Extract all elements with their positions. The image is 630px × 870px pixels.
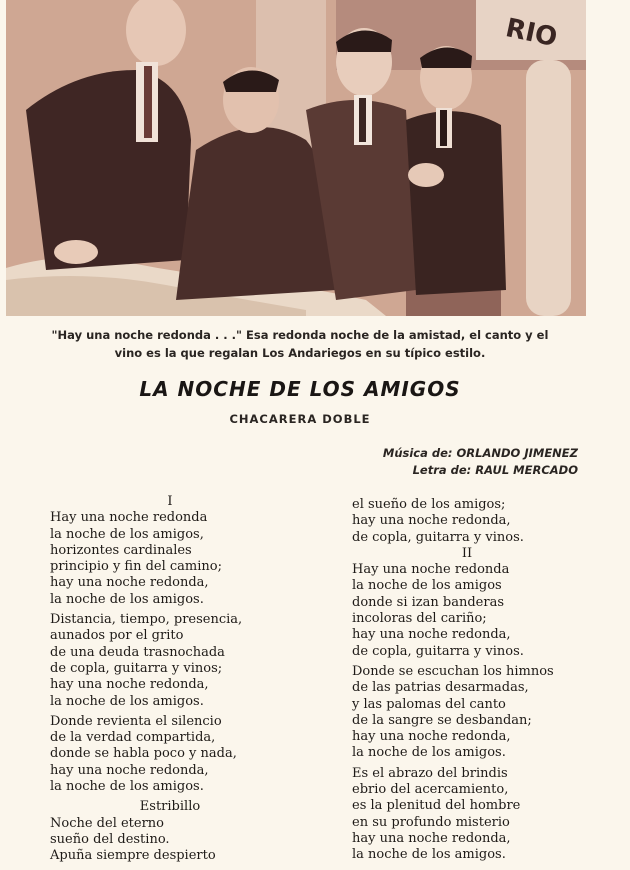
sign-text: RIO bbox=[502, 13, 560, 54]
lyric-line: la noche de los amigos bbox=[352, 578, 502, 594]
stanza-heading: II bbox=[461, 545, 473, 561]
lyric-line: la noche de los amigos, bbox=[50, 526, 204, 542]
stanza bbox=[50, 510, 305, 608]
stanza bbox=[352, 664, 592, 762]
lyric-line: Donde revienta el silencio bbox=[50, 713, 222, 729]
stanza bbox=[352, 497, 592, 546]
lyric-line: Distancia, tiempo, presencia, bbox=[50, 612, 243, 628]
stanza bbox=[50, 612, 305, 710]
lyric-line: donde se habla poco y nada, bbox=[50, 746, 237, 762]
lyrics-left-column bbox=[50, 494, 305, 865]
lyric-line: de las patrias desarmadas, bbox=[352, 680, 529, 696]
lyric-line: el sueño de los amigos; bbox=[352, 497, 506, 512]
lyric-line: Hay una noche redonda bbox=[352, 562, 510, 578]
stanza-heading: I bbox=[167, 494, 173, 509]
lyric-line: ebrio del acercamiento, bbox=[352, 782, 509, 798]
stanza bbox=[50, 714, 305, 795]
lyric-line: hay una noche redonda, bbox=[352, 729, 511, 745]
lyric-line: horizontes cardinales bbox=[50, 542, 192, 558]
lyric-line: la noche de los amigos. bbox=[352, 745, 506, 761]
lyric-line: en su profundo misterio bbox=[352, 814, 510, 830]
lyric-line: aunados por el grito bbox=[50, 628, 184, 644]
lyric-line: principio y fin del camino; bbox=[50, 559, 222, 575]
lyrics-credit: Letra de: RAUL MERCADO bbox=[412, 463, 578, 477]
lyric-line: de copla, guitarra y vinos. bbox=[352, 643, 524, 659]
music-credit: Música de: ORLANDO JIMENEZ bbox=[382, 446, 578, 460]
stanza bbox=[352, 766, 592, 864]
stanza bbox=[50, 816, 305, 865]
song-credits bbox=[383, 445, 578, 479]
lyric-line: de una deuda trasnochada bbox=[50, 644, 225, 660]
stanza-heading: Estribillo bbox=[139, 799, 201, 815]
lyric-line: la noche de los amigos. bbox=[352, 847, 506, 863]
lyric-line: la noche de los amigos. bbox=[50, 779, 204, 795]
lyric-line: hay una noche redonda, bbox=[352, 627, 511, 643]
lyric-line: hay una noche redonda, bbox=[352, 513, 511, 529]
lyric-line: es la plenitud del hombre bbox=[352, 798, 521, 814]
lyric-line: Es el abrazo del brindis bbox=[352, 765, 508, 781]
lyric-line: la noche de los amigos. bbox=[50, 591, 204, 607]
lyric-line: y las palomas del canto bbox=[352, 696, 506, 712]
lyric-line: Donde se escuchan los himnos bbox=[352, 663, 554, 679]
lyrics-right-column bbox=[352, 497, 592, 864]
caption-line-2: vino es la que regalan Los Andariegos en su típico estilo. bbox=[114, 346, 486, 360]
lyric-line: incoloras del cariño; bbox=[352, 611, 487, 627]
lyric-line: hay una noche redonda, bbox=[50, 575, 209, 591]
lyric-line: Hay una noche redonda bbox=[50, 510, 208, 526]
lyric-line: donde si izan banderas bbox=[352, 594, 504, 610]
lyric-line: hay una noche redonda, bbox=[50, 762, 209, 778]
photo-caption bbox=[30, 326, 570, 362]
lyric-line: de copla, guitarra y vinos. bbox=[352, 529, 524, 545]
song-genre: CHACARERA DOBLE bbox=[229, 412, 371, 426]
lyric-line: la noche de los amigos. bbox=[50, 693, 204, 709]
lyric-line: de la sangre se desbandan; bbox=[352, 712, 532, 728]
lyric-line: sueño del destino. bbox=[50, 831, 170, 847]
caption-line-1: "Hay una noche redonda . . ." Esa redonda noche de la amistad, el canto y el bbox=[51, 328, 549, 342]
song-title: LA NOCHE DE LOS AMIGOS bbox=[139, 377, 461, 401]
lyric-line: hay una noche redonda, bbox=[352, 830, 511, 846]
stanza bbox=[352, 562, 592, 660]
lyric-line: de copla, guitarra y vinos; bbox=[50, 660, 223, 676]
lyric-line: Apuña siempre despierto bbox=[50, 848, 216, 864]
lyric-line: hay una noche redonda, bbox=[50, 677, 209, 693]
lyric-line: Noche del eterno bbox=[50, 815, 165, 831]
lyric-line: de la verdad compartida, bbox=[50, 730, 216, 746]
band-photo-illustration bbox=[6, 0, 586, 316]
band-photo bbox=[6, 0, 586, 316]
